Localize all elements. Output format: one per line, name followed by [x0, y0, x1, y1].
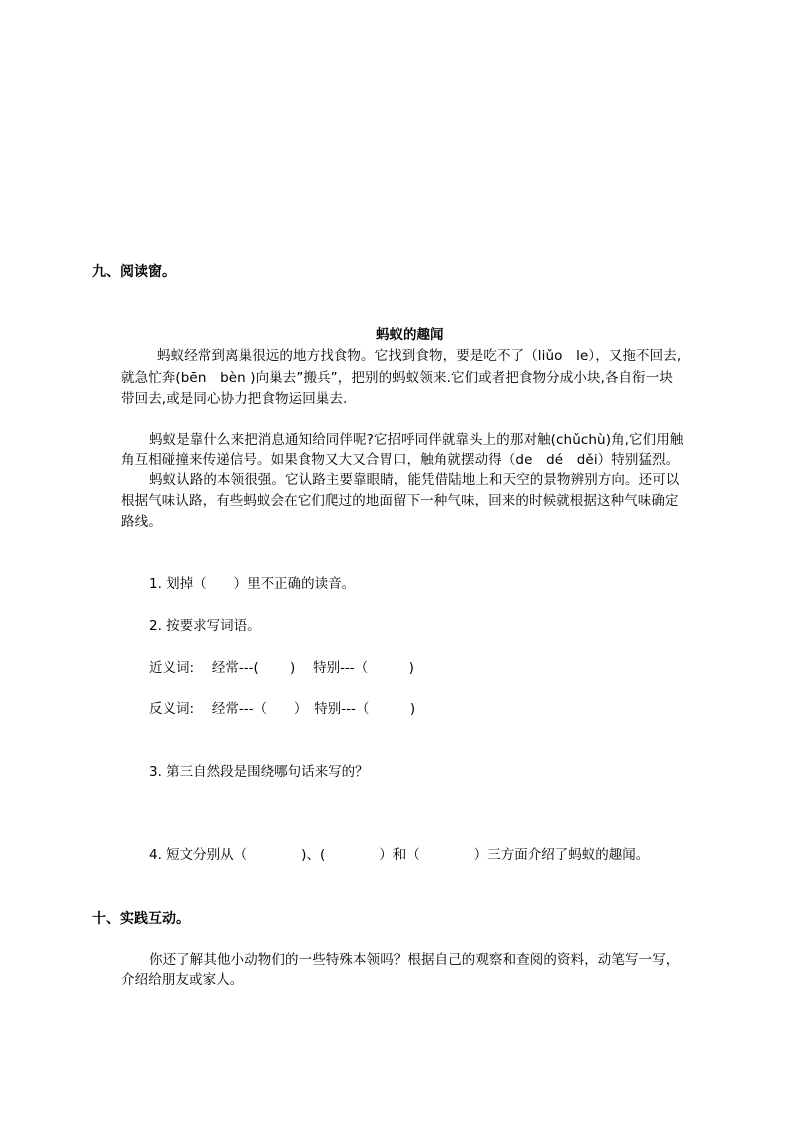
question-2-antonyms: 反义词: 经常---（ ） 特别---（ ) [149, 701, 416, 717]
question-3: 3. 第三自然段是围绕哪句话来写的？ [149, 764, 369, 780]
paragraph3-line3: 路线。 [121, 514, 162, 530]
question-4: 4. 短文分别从（ )、( ）和（ ）三方面介绍了蚂蚁的趣闻。 [149, 847, 650, 863]
section10-heading: 十、实践互动。 [92, 911, 190, 927]
paragraph1-line3: 带回去,或是同心协力把食物运回巢去. [121, 391, 348, 407]
section10-line1: 你还了解其他小动物们的一些特殊本领吗？根据自己的观察和查阅的资料，动笔写一写， [149, 952, 680, 968]
paragraph2-line1: 蚂蚁是靠什么来把消息通知给同伴呢?它招呼同伴就靠头上的那对触(chǔchù)角,它们用触 [149, 432, 684, 448]
paragraph3-line2: 根据气味认路，有些蚂蚁会在它们爬过的地面留下一种气味，回来的时候就根据这种气味确定 [121, 493, 679, 509]
article-title: 蚂蚁的趣闻 [376, 327, 444, 343]
paragraph3-line1: 蚂蚁认路的本领很强。它认路主要靠眼睛，能凭借陆地上和天空的景物辨别方向。还可以 [149, 472, 680, 488]
paragraph1-line1: 蚂蚁经常到离巢很远的地方找食物。它找到食物，要是吃不了（liǔo le），又拖不回去, [157, 348, 682, 364]
question-2-synonyms: 近义词: 经常---( ) 特别---（ ) [149, 660, 414, 676]
paragraph1-line2: 就急忙奔(bēn bèn )向巢去”搬兵”，把别的蚂蚁领来.它们或者把食物分成小块,各自衔一块 [121, 370, 673, 386]
paragraph2-line2: 角互相碰撞来传递信号。如果食物又大又合胃口，触角就摆动得（de dé děi）特别猛烈。 [121, 452, 680, 468]
section10-line2: 介绍给朋友或家人。 [121, 972, 244, 988]
section9-heading: 九、阅读窗。 [92, 264, 176, 280]
question-2: 2. 按要求写词语。 [149, 618, 261, 634]
question-1: 1. 划掉（ ）里不正确的读音。 [149, 576, 356, 592]
